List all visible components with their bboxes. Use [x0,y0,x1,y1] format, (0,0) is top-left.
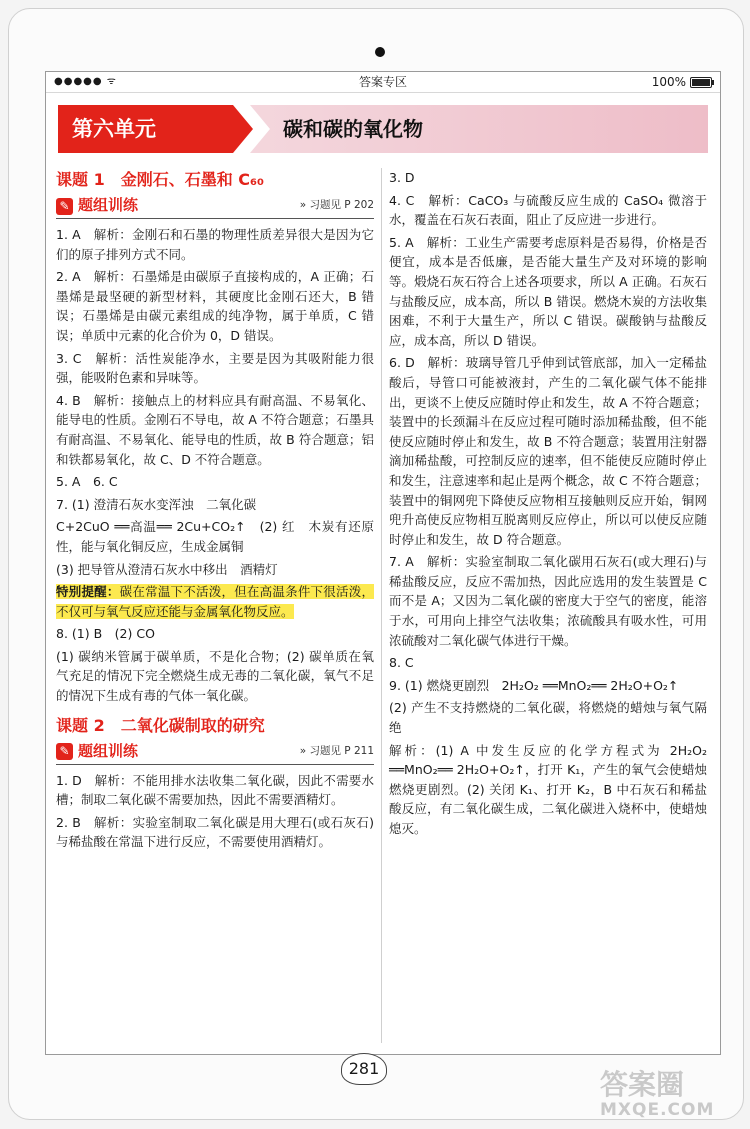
answer-item: 1. A 解析：金刚石和石墨的物理性质差异很大是因为它们的原子排列方式不同。 [56,227,374,262]
chemical-equation: C+2CuO ══高温══ 2Cu+CO₂↑ (2) 红 木炭有还原性，能与氧化铜反应，生成金属铜 [56,519,374,554]
answer-item: 1. D 解析：不能用排水法收集二氧化碳，因此不需要水槽；制取二氧化碳不需要加热，因此不需要酒精灯。 [56,772,374,808]
answer-item: 4. C 解析：CaCO₃ 与硫酸反应生成的 CaSO₄ 微溶于水，覆盖在石灰石表面，阻止了反应进一步进行。 [389,192,707,228]
watermark-logo [600,1070,740,1122]
pencil-icon: ✎ [56,743,73,760]
left-column [56,168,374,855]
answer-item: (1) 碳纳米管属于碳单质，不是化合物；(2) 碳单质在氧气充足的情况下完全燃烧生成无毒的二氧化碳，氧气不足的情况下生成有毒的气体一氧化碳。 [56,648,374,704]
section-label: 题组训练 [78,196,139,215]
answer-item: 2. A 解析：石墨烯是由碳原子直接构成的，A 正确；石墨烯是最坚硬的新型材料，其硬度比金刚石还大，B 错误；石墨烯是由碳元素组成的纯净物，属于单质，C 错误；单质中元素的化合价为 0，D 错误。 [56,269,374,343]
section-header-1 [56,194,374,219]
watermark-url: MXQE.COM [600,1100,715,1120]
battery-icon [690,77,712,88]
right-column [389,168,707,842]
section-label: 题组训练 [78,741,139,760]
screen [45,71,721,1055]
lesson-1-title: 课题 1 金刚石、石墨和 C₆₀ [56,170,265,189]
answer-item: 8. (1) B (2) CO [56,626,155,642]
pencil-icon: ✎ [56,198,73,215]
watermark-text: 答案圈 [600,1068,685,1101]
answer-item: 3. D [389,170,415,185]
exercise-ref: » 习题见 P 211 [299,744,374,757]
answer-item: 4. B 解析：接触点上的材料应具有耐高温、不易氧化、能导电的性质。金刚石不导电，故 A 不符合题意；石墨具有耐高温、不易氧化、能导电的性质，故 B 符合题意；铝和铁都易氧化，故 C、D 不符合题意。 [56,392,374,467]
tip-label: 特别提醒： [56,584,120,600]
banner-arrow [233,105,253,153]
answer-item: 2. B 解析：实验室制取二氧化碳是用大理石(或石灰石)与稀盐酸在常温下进行反应，不需要使用酒精灯。 [56,814,374,850]
camera-dot [375,47,385,57]
answer-item: (3) 把导管从澄清石灰水中移出 酒精灯 [56,561,278,577]
answer-item: 9. (1) 燃烧更剧烈 2H₂O₂ ══MnO₂══ 2H₂O+O₂↑ [389,677,679,693]
page-number: 281 [341,1053,387,1085]
exercise-ref: » 习题见 P 202 [299,199,374,212]
answer-item: 8. C [389,655,414,671]
unit-label: 第六单元 [58,105,233,153]
lesson-2-title: 课题 2 二氧化碳制取的研究 [56,715,265,735]
battery-status [652,72,712,92]
answer-item: 7. A 解析：实验室制取二氧化碳用石灰石(或大理石)与稀盐酸反应，反应不需加热，因此应选用的发生装置是 C 而不是 A；又因为二氧化碳的密度大于空气的密度，能溶于水，可用向上排空气法收集；浓硫酸具有吸水性，可用浓硫酸对二氧化碳气体进行干燥。 [389,554,707,648]
answer-item: 解析：(1) A 中发生反应的化学方程式为 2H₂O₂ ══MnO₂══ 2H₂O+O₂↑，打开 K₁，产生的氧气会使蜡烛燃烧更剧烈。(2) 关闭 K₁、打开 K₂，B 中石灰石和稀盐酸反应，有二氧化碳生成，二氧化碳进入烧杯中，使蜡烛熄灭。 [389,742,707,836]
tablet-frame [8,8,744,1120]
status-bar [46,72,720,93]
battery-percent: 100% [651,75,686,89]
column-divider [381,168,382,1043]
unit-title: 碳和碳的氧化物 [283,117,423,141]
status-title: 答案专区 [358,75,407,89]
answer-item: 5. A 解析：工业生产需要考虑原料是否易得，价格是否便宜，成本是否低廉，是否能大量生产及对环境的影响等。煅烧石灰石符合上述各项要求，所以 A 正确。石灰石与盐酸反应，成本高，所以 B 错误。燃烧木炭的方法收集困难，不利于大量生产，所以 C 错误。碳酸钠与盐酸反应，成本高，所以 D 错误。 [389,234,707,348]
answer-item: 3. C 解析：活性炭能净水，主要是因为其吸附能力很强，能吸附色素和异味等。 [56,350,374,386]
answer-item: 6. D 解析：玻璃导管几乎伸到试管底部，加入一定稀盐酸后，导管口可能被液封，产生的二氧化碳气体不能排出，更谈不上使反应随时停止和发生，故 A 不符合题意；装置中的长颈漏斗在反应过程可随时添加稀盐酸，但不能使反应随时停止和发生，故 B 不符合题意；装置用注射器滴加稀盐酸，可控制反应的速率，但不能使反应随时停止和发生，注意速率和起止是两个概念，故 C 不符合题意；装置中的铜网兜下降使反应物相互接触则反应开始，铜网兜升高使反应物相互脱离则反应停止，所以可以使反应随时停止和发生，故 D 符合题意。 [389,355,707,547]
answer-item: 5. A 6. C [56,474,118,490]
signal-icon: ●●●●● ᯤ [54,76,117,87]
tip-text: 碳在常温下不活泼，但在高温条件下很活泼，不仅可与氧气反应还能与金属氧化物反应。 [56,584,374,619]
section-header-2 [56,740,374,765]
unit-banner [58,105,708,153]
answer-item: 7. (1) 澄清石灰水变浑浊 二氧化碳 [56,496,257,512]
special-tip [56,582,374,621]
answer-item: (2) 产生不支持燃烧的二氧化碳，将燃烧的蜡烛与氧气隔绝 [389,700,707,736]
